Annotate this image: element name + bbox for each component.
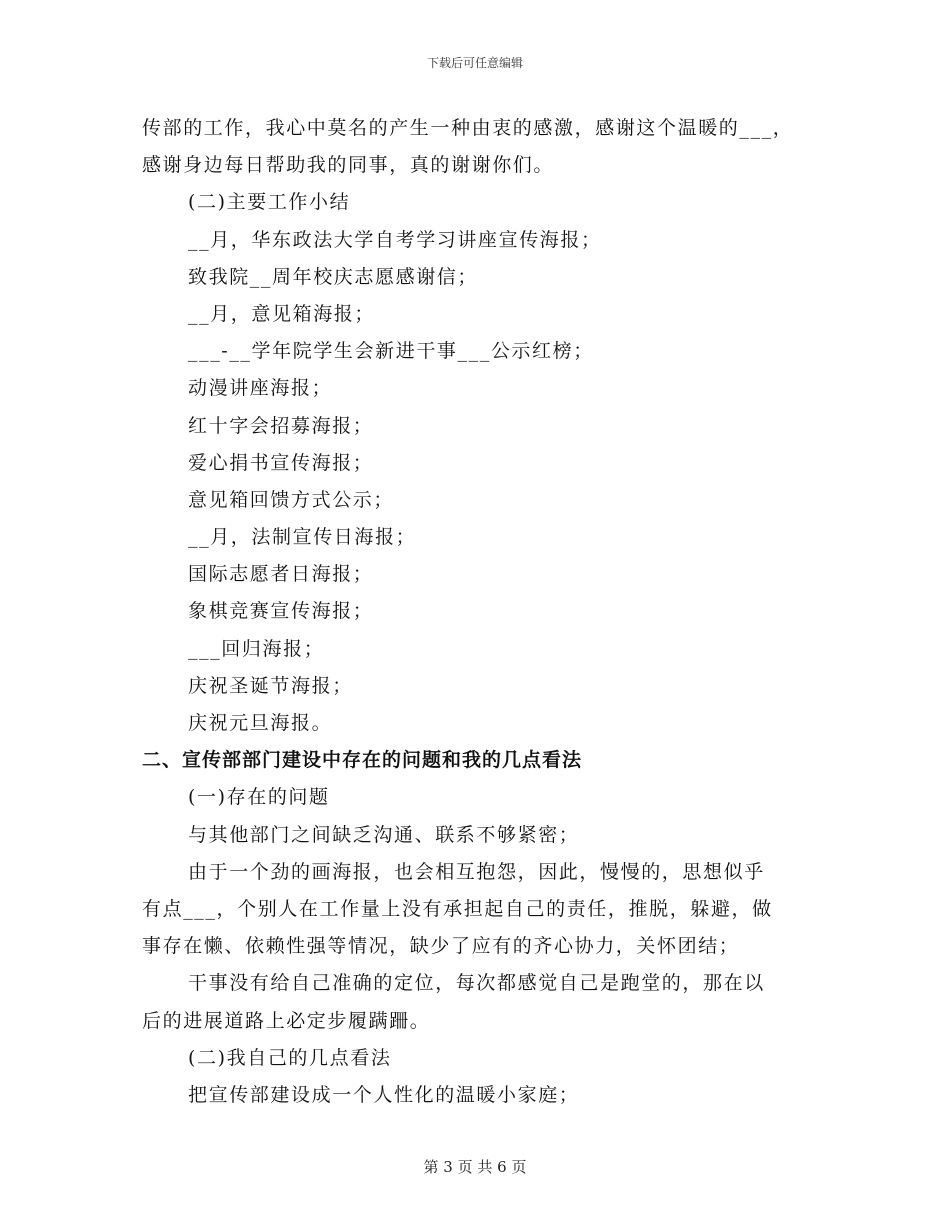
text-line: 传部的工作，我心中莫名的产生一种由衷的感激，感谢这个温暖的___， xyxy=(142,117,794,139)
text-line: (二)主要工作小结 xyxy=(188,191,351,214)
text-line: 由于一个劲的画海报，也会相互抱怨，因此，慢慢的，思想似乎 xyxy=(188,860,765,883)
text-line: 动漫讲座海报； xyxy=(188,377,333,400)
page-number: 第 3 页 共 6 页 xyxy=(423,1158,527,1176)
text-line: 爱心捐书宣传海报； xyxy=(188,451,374,474)
text-line: 意见箱回馈方式公示； xyxy=(188,488,395,511)
text-line: 感谢身边每日帮助我的同事，真的谢谢你们。 xyxy=(142,154,555,177)
text-line: 红十字会招募海报； xyxy=(188,414,374,437)
text-line: 干事没有给自己准确的定位，每次都感觉自己是跑堂的，那在以 xyxy=(188,972,765,995)
text-line: 致我院__周年校庆志愿感谢信； xyxy=(188,265,479,288)
text-line: 后的进展道路上必定步履蹒跚。 xyxy=(142,1009,431,1032)
text-line: 与其他部门之间缺乏沟通、联系不够紧密； xyxy=(188,823,580,846)
text-line: 有点___，个别人在工作量上没有承担起自己的责任，推脱，躲避，做 xyxy=(142,897,773,920)
text-line: __月，华东政法大学自考学习讲座宣传海报； xyxy=(188,228,602,251)
text-line: 庆祝圣诞节海报； xyxy=(188,674,353,697)
text-line: __月，法制宣传日海报； xyxy=(188,526,417,549)
text-line: ___回归海报； xyxy=(188,637,325,660)
text-line: 事存在懒、依赖性强等情况，缺少了应有的齐心协力，关怀团结； xyxy=(142,935,740,958)
text-line: 国际志愿者日海报； xyxy=(188,563,374,586)
section-heading: 二、宣传部部门建设中存在的问题和我的几点看法 xyxy=(142,749,583,772)
text-line: 象棋竞赛宣传海报； xyxy=(188,600,374,623)
text-line: (二)我自己的几点看法 xyxy=(188,1046,392,1069)
header-note: 下载后可任意编辑 xyxy=(426,56,523,70)
text-line: __月，意见箱海报； xyxy=(188,302,376,325)
text-line: ___-__学年院学生会新进干事___公示红榜； xyxy=(188,340,594,363)
text-line: 庆祝元旦海报。 xyxy=(188,712,333,734)
text-line: 把宣传部建设成一个人性化的温暖小家庭； xyxy=(188,1083,580,1106)
text-line: (一)存在的问题 xyxy=(188,786,330,809)
document-body xyxy=(142,110,812,1114)
